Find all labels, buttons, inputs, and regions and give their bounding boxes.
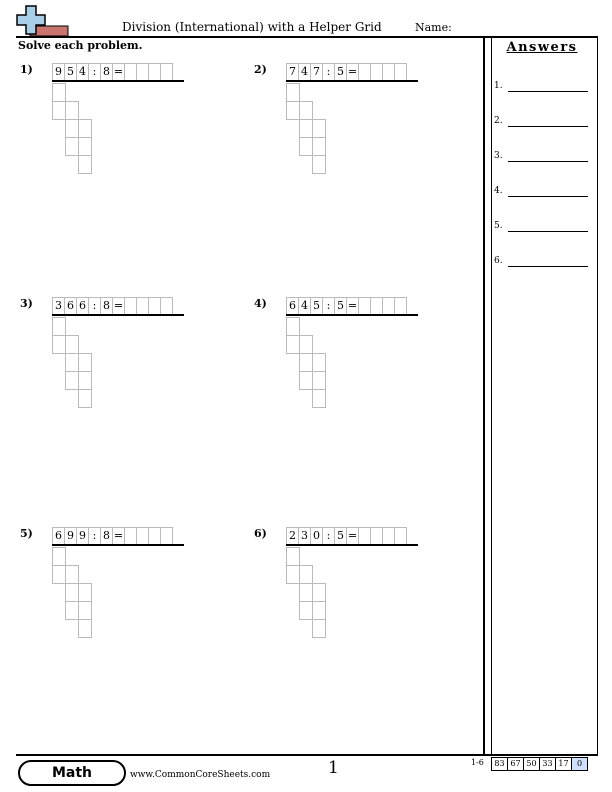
page-title: Division (International) with a Helper Grid xyxy=(122,20,382,34)
problem-6 xyxy=(254,527,454,657)
helper-grid-cell[interactable] xyxy=(65,335,79,354)
helper-grid-cell[interactable] xyxy=(299,335,313,354)
problem-5 xyxy=(20,527,220,657)
score-cell: 83 xyxy=(491,757,508,771)
grid-cell: 7 xyxy=(286,63,299,81)
grid-cell: 9 xyxy=(64,527,77,545)
score-cell: 67 xyxy=(507,757,524,771)
instructions: Solve each problem. xyxy=(18,39,143,52)
right-border xyxy=(597,36,598,754)
helper-grid-cell[interactable] xyxy=(286,547,300,566)
dividend-underline xyxy=(52,314,184,316)
answers-title: Answers xyxy=(506,40,578,55)
helper-grid-cell[interactable] xyxy=(299,601,313,620)
grid-cell: : xyxy=(322,297,335,315)
helper-grid-cell[interactable] xyxy=(52,317,66,336)
helper-grid-cell[interactable] xyxy=(299,371,313,390)
helper-grid-cell[interactable] xyxy=(299,353,313,372)
grid-cell: : xyxy=(322,63,335,81)
answer-number: 5. xyxy=(494,221,503,231)
problem-number: 1) xyxy=(20,63,33,76)
answer-blank[interactable] xyxy=(508,161,588,162)
dividend-underline xyxy=(286,314,418,316)
problem-1 xyxy=(20,63,220,193)
answer-number: 2. xyxy=(494,116,503,126)
helper-grid-cell[interactable] xyxy=(78,353,92,372)
answer-cell[interactable] xyxy=(160,527,173,545)
grid-cell: : xyxy=(322,527,335,545)
answer-cell[interactable] xyxy=(160,63,173,81)
grid-cell: 0 xyxy=(310,527,323,545)
math-badge: Math xyxy=(18,760,126,786)
column-divider xyxy=(483,36,492,754)
helper-grid-cell[interactable] xyxy=(78,389,92,408)
answer-line-4[interactable] xyxy=(494,183,594,203)
helper-grid-cell[interactable] xyxy=(312,601,326,620)
answer-cell[interactable] xyxy=(394,63,407,81)
grid-cell: 4 xyxy=(76,63,89,81)
helper-grid-cell[interactable] xyxy=(78,371,92,390)
answer-blank[interactable] xyxy=(508,231,588,232)
score-table xyxy=(492,757,588,771)
grid-cell: = xyxy=(112,297,125,315)
grid-cell: = xyxy=(112,63,125,81)
division-grid xyxy=(52,63,173,81)
answer-blank[interactable] xyxy=(508,196,588,197)
grid-cell: 5 xyxy=(334,63,347,81)
dividend-underline xyxy=(286,544,418,546)
dividend-underline xyxy=(52,544,184,546)
problem-number: 2) xyxy=(254,63,267,76)
helper-grid-cell[interactable] xyxy=(312,389,326,408)
helper-grid-cell[interactable] xyxy=(312,353,326,372)
grid-cell: 4 xyxy=(298,297,311,315)
helper-grid-cell[interactable] xyxy=(312,619,326,638)
helper-grid-cell[interactable] xyxy=(312,119,326,138)
grid-cell: : xyxy=(88,527,101,545)
helper-grid-cell[interactable] xyxy=(299,583,313,602)
problem-4 xyxy=(254,297,454,427)
dividend-underline xyxy=(52,80,184,82)
division-grid xyxy=(286,527,407,545)
grid-cell: 5 xyxy=(310,297,323,315)
division-grid xyxy=(286,63,407,81)
grid-cell: 3 xyxy=(298,527,311,545)
helper-grid-cell[interactable] xyxy=(65,119,79,138)
helper-grid-cell[interactable] xyxy=(65,137,79,156)
grid-cell: 5 xyxy=(334,527,347,545)
answer-cell[interactable] xyxy=(394,297,407,315)
grid-cell: = xyxy=(346,527,359,545)
answer-cell[interactable] xyxy=(394,527,407,545)
grid-cell: 6 xyxy=(76,297,89,315)
division-grid xyxy=(52,527,173,545)
problem-number: 3) xyxy=(20,297,33,310)
score-range: 1-6 xyxy=(471,758,484,767)
helper-grid-cell[interactable] xyxy=(286,317,300,336)
answer-number: 1. xyxy=(494,81,503,91)
division-grid xyxy=(52,297,173,315)
helper-grid-cell[interactable] xyxy=(65,601,79,620)
problem-number: 6) xyxy=(254,527,267,540)
grid-cell: : xyxy=(88,63,101,81)
helper-grid-cell[interactable] xyxy=(286,101,300,120)
score-cell: 50 xyxy=(523,757,540,771)
helper-grid-cell[interactable] xyxy=(312,137,326,156)
grid-cell: 9 xyxy=(76,527,89,545)
helper-grid-cell[interactable] xyxy=(78,619,92,638)
helper-grid-cell[interactable] xyxy=(312,371,326,390)
grid-cell: 9 xyxy=(52,63,65,81)
helper-grid-cell[interactable] xyxy=(312,155,326,174)
grid-cell: 5 xyxy=(64,63,77,81)
answer-blank[interactable] xyxy=(508,266,588,267)
grid-cell: : xyxy=(88,297,101,315)
helper-grid-cell[interactable] xyxy=(65,101,79,120)
helper-grid-cell[interactable] xyxy=(52,565,66,584)
helper-grid-cell[interactable] xyxy=(299,565,313,584)
answer-line-1[interactable] xyxy=(494,78,594,98)
header-rule xyxy=(16,36,598,38)
grid-cell: 8 xyxy=(100,63,113,81)
helper-grid-cell[interactable] xyxy=(299,101,313,120)
helper-grid-cell[interactable] xyxy=(286,83,300,102)
helper-grid-cell[interactable] xyxy=(52,547,66,566)
footer-rule xyxy=(16,754,598,756)
helper-grid-cell[interactable] xyxy=(65,583,79,602)
grid-cell: 8 xyxy=(100,527,113,545)
answer-cell[interactable] xyxy=(160,297,173,315)
helper-grid-cell[interactable] xyxy=(299,137,313,156)
score-cell: 33 xyxy=(539,757,556,771)
helper-grid-cell[interactable] xyxy=(78,119,92,138)
helper-grid-cell[interactable] xyxy=(78,601,92,620)
answer-blank[interactable] xyxy=(508,91,588,92)
answer-line-2[interactable] xyxy=(494,113,594,133)
problem-2 xyxy=(254,63,454,193)
answer-number: 4. xyxy=(494,186,503,196)
helper-grid-cell[interactable] xyxy=(65,371,79,390)
problem-number: 5) xyxy=(20,527,33,540)
answer-line-5[interactable] xyxy=(494,218,594,238)
problem-3 xyxy=(20,297,220,427)
answer-blank[interactable] xyxy=(508,126,588,127)
helper-grid-cell[interactable] xyxy=(286,565,300,584)
helper-grid-cell[interactable] xyxy=(52,335,66,354)
grid-cell: = xyxy=(112,527,125,545)
grid-cell: 2 xyxy=(286,527,299,545)
grid-cell: 6 xyxy=(64,297,77,315)
helper-grid-cell[interactable] xyxy=(78,155,92,174)
grid-cell: 5 xyxy=(334,297,347,315)
answer-line-3[interactable] xyxy=(494,148,594,168)
grid-cell: 6 xyxy=(52,527,65,545)
answer-number: 6. xyxy=(494,256,503,266)
score-cell: 17 xyxy=(555,757,572,771)
page-number: 1 xyxy=(328,758,339,778)
grid-cell: 4 xyxy=(298,63,311,81)
helper-grid-cell[interactable] xyxy=(78,137,92,156)
problem-number: 4) xyxy=(254,297,267,310)
grid-cell: 7 xyxy=(310,63,323,81)
helper-grid-cell[interactable] xyxy=(78,583,92,602)
helper-grid-cell[interactable] xyxy=(299,119,313,138)
math-plus-logo-icon xyxy=(16,4,72,38)
name-label: Name: xyxy=(415,21,452,34)
grid-cell: = xyxy=(346,297,359,315)
helper-grid-cell[interactable] xyxy=(65,565,79,584)
website-label: www.CommonCoreSheets.com xyxy=(130,770,271,780)
score-cell: 0 xyxy=(571,757,588,771)
helper-grid-cell[interactable] xyxy=(52,101,66,120)
grid-cell: 3 xyxy=(52,297,65,315)
dividend-underline xyxy=(286,80,418,82)
helper-grid-cell[interactable] xyxy=(312,583,326,602)
helper-grid-cell[interactable] xyxy=(52,83,66,102)
grid-cell: 6 xyxy=(286,297,299,315)
helper-grid-cell[interactable] xyxy=(65,353,79,372)
grid-cell: = xyxy=(346,63,359,81)
grid-cell: 8 xyxy=(100,297,113,315)
helper-grid-cell[interactable] xyxy=(286,335,300,354)
answer-number: 3. xyxy=(494,151,503,161)
answer-line-6[interactable] xyxy=(494,253,594,273)
division-grid xyxy=(286,297,407,315)
